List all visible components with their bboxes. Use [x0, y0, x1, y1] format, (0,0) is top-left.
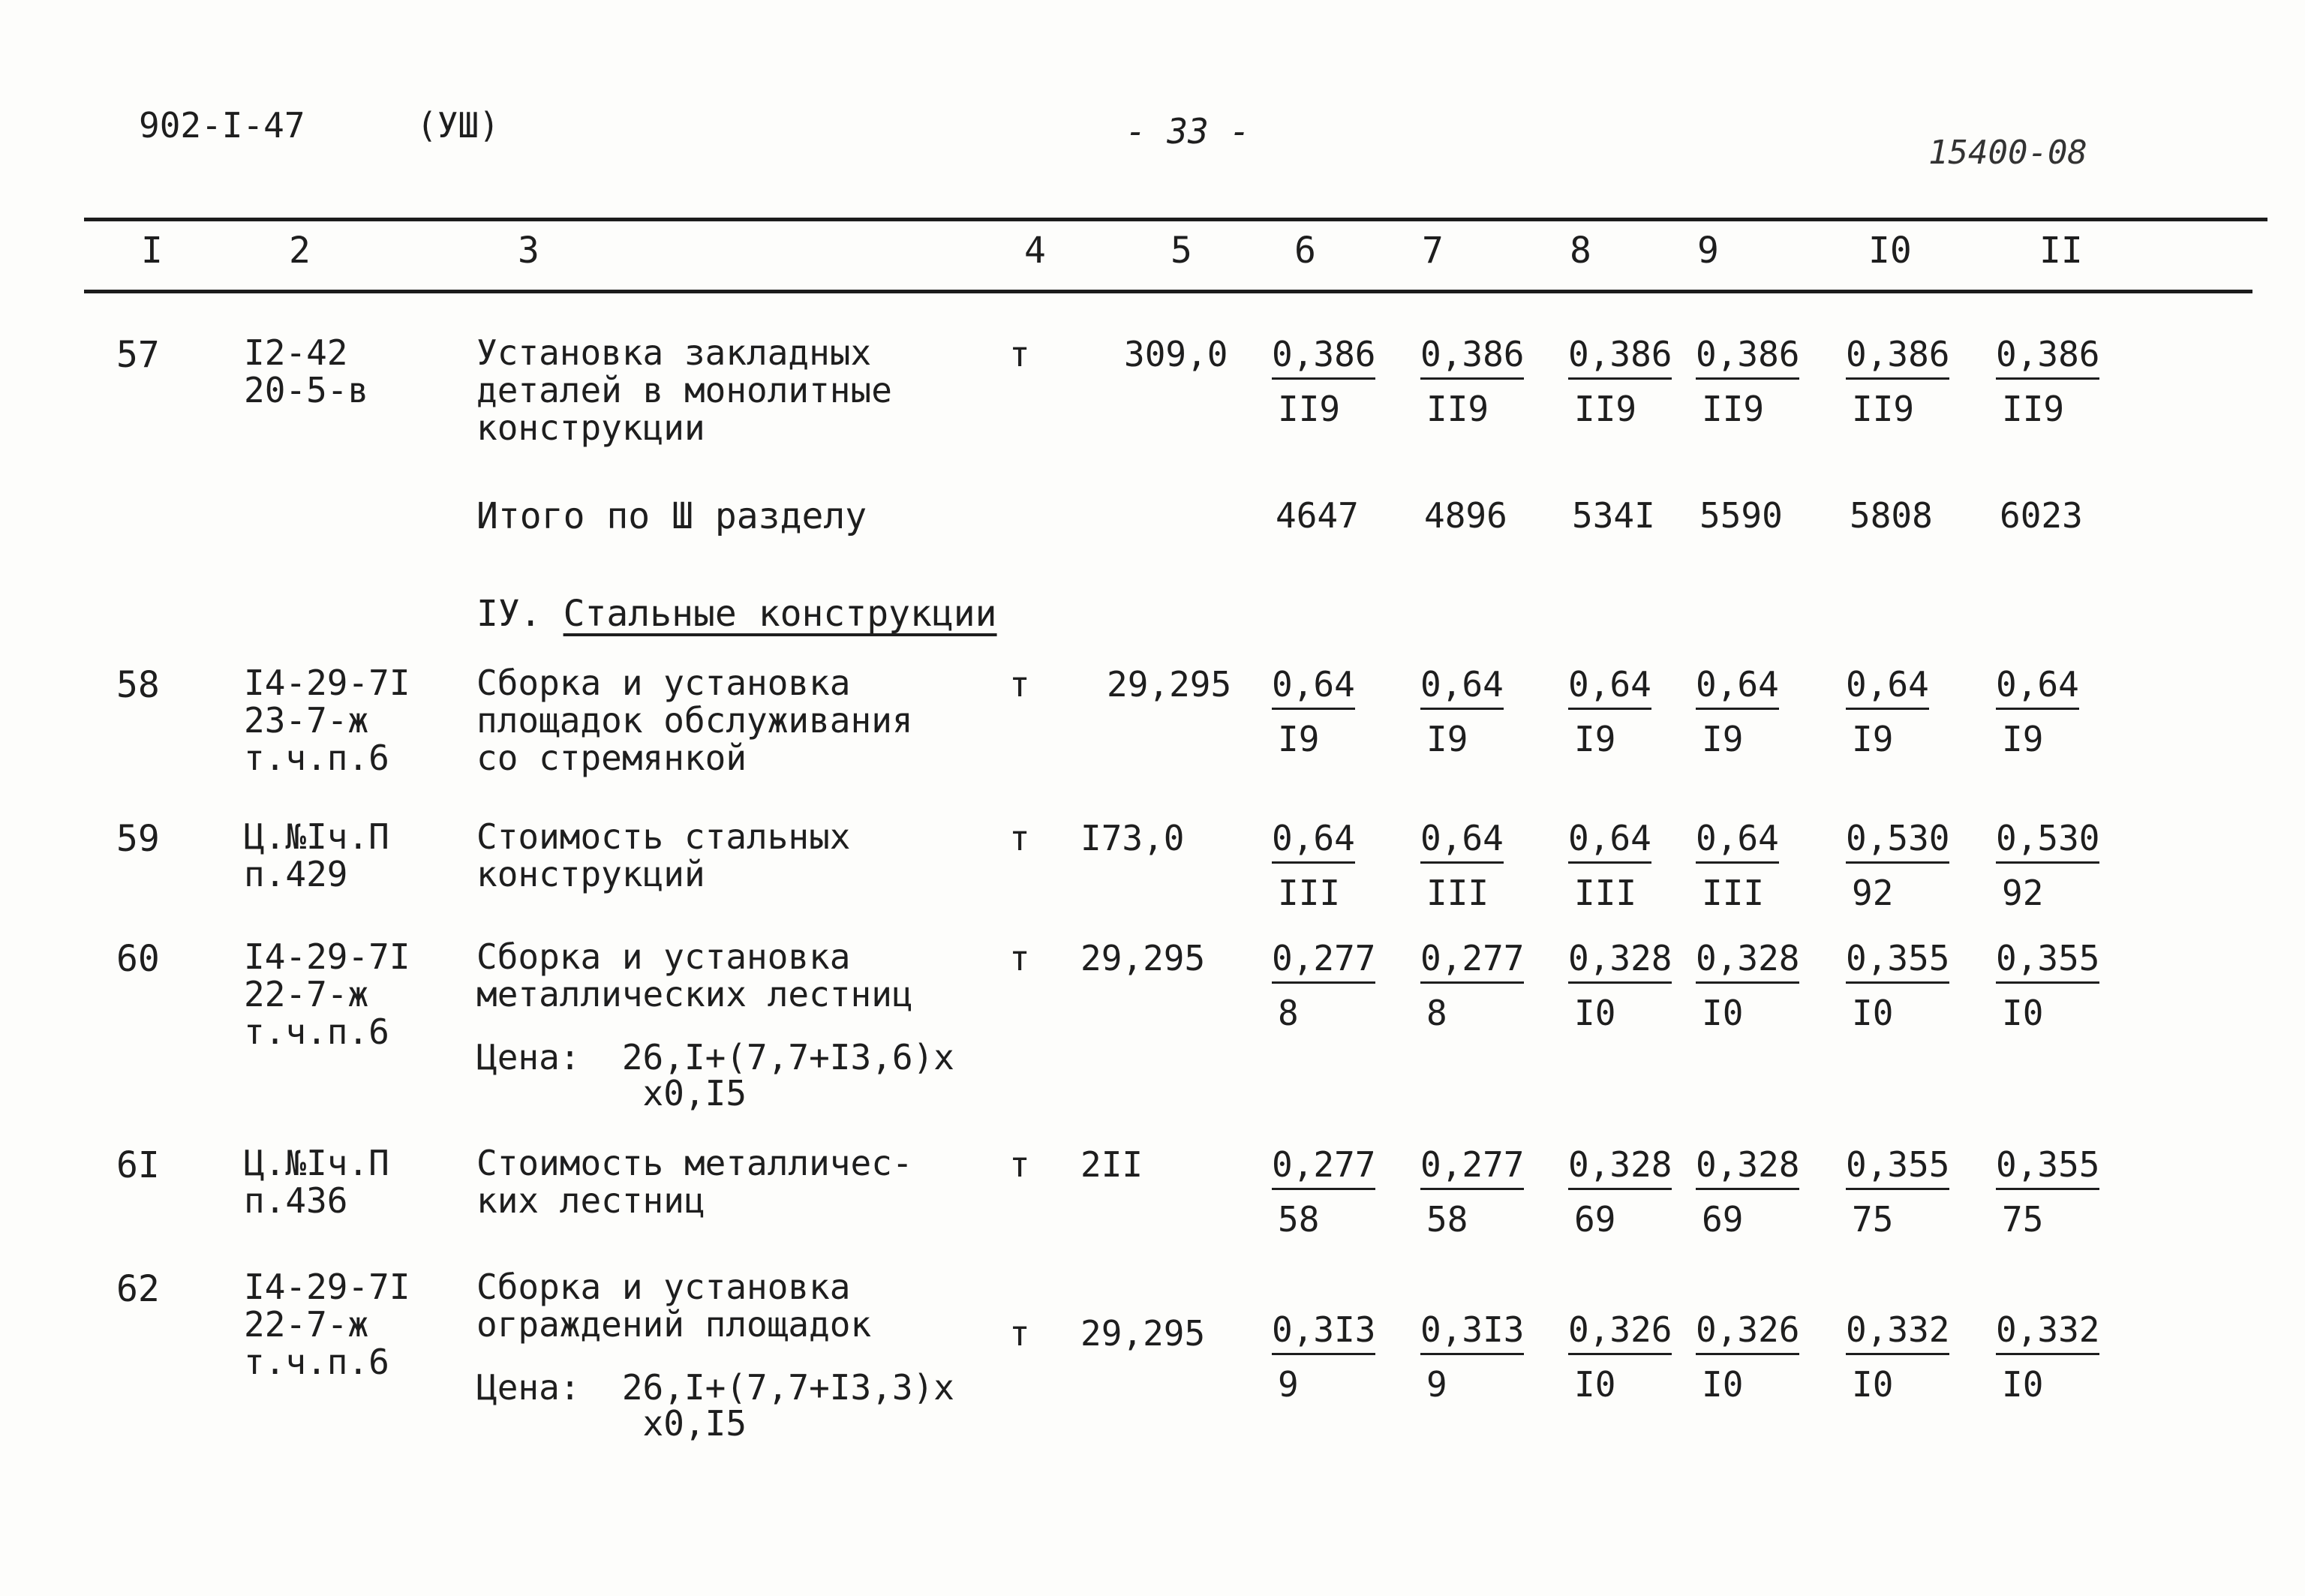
price-formula: Цена: 26,I+(7,7+I3,6)x x0,I5	[476, 1037, 954, 1114]
rate-denominator: I0	[1702, 993, 1744, 1033]
rate-value	[1696, 818, 1779, 913]
rate-value	[1696, 664, 1779, 759]
rate-value	[1568, 334, 1672, 429]
quantity: 309,0	[1124, 334, 1228, 374]
rate-numerator: 0,386	[1272, 334, 1375, 380]
rate-numerator: 0,355	[1996, 938, 2099, 984]
rate-value	[1272, 334, 1375, 429]
rate-denominator: 58	[1278, 1199, 1320, 1240]
rate-denominator: I9	[1574, 719, 1616, 759]
rate-value	[1420, 1309, 1524, 1405]
rate-value	[1996, 1144, 2099, 1240]
rate-value	[1272, 818, 1355, 913]
norm-reference: Ц.№Iч.П п.436	[244, 1143, 389, 1221]
rate-denominator: II9	[1702, 389, 1765, 429]
column-header: 6	[1294, 230, 1316, 272]
rate-denominator: I9	[2002, 719, 2044, 759]
rate-numerator: 0,326	[1696, 1309, 1799, 1355]
rate-numerator: 0,64	[1846, 664, 1929, 710]
column-header: 2	[289, 230, 311, 272]
rate-value	[1996, 664, 2079, 759]
rate-denominator: I9	[1702, 719, 1744, 759]
rate-denominator: 75	[1852, 1199, 1894, 1240]
rate-denominator: I0	[2002, 993, 2044, 1033]
rate-numerator: 0,64	[1420, 664, 1504, 710]
item-number: 58	[116, 664, 160, 706]
rate-denominator: I9	[1426, 719, 1468, 759]
work-description: Стоимость металличес- ких лестниц	[476, 1143, 913, 1221]
quantity: I73,0	[1080, 818, 1185, 858]
rate-value	[1272, 1309, 1375, 1405]
rate-numerator: 0,64	[1696, 664, 1779, 710]
rate-value	[1846, 938, 1949, 1033]
rate-numerator: 0,386	[1846, 334, 1949, 380]
column-header: II	[2039, 230, 2083, 272]
rate-numerator: 0,64	[1568, 664, 1651, 710]
table-top-rule	[84, 218, 2267, 221]
rate-denominator: 8	[1426, 993, 1447, 1033]
rate-numerator: 0,64	[1272, 664, 1355, 710]
rate-denominator: I0	[2002, 1364, 2044, 1405]
rate-denominator: I0	[1702, 1364, 1744, 1405]
column-header: I	[141, 230, 163, 272]
item-number: 6I	[116, 1144, 160, 1186]
rate-denominator: 92	[2002, 873, 2044, 913]
rate-denominator: III	[1278, 873, 1341, 913]
rate-denominator: 69	[1574, 1199, 1616, 1240]
rate-value	[1272, 1144, 1375, 1240]
rate-denominator: II9	[2002, 389, 2065, 429]
rate-value	[1846, 818, 1949, 913]
rate-value	[1420, 1144, 1524, 1240]
rate-value	[1272, 664, 1355, 759]
table-header-rule	[84, 290, 2252, 293]
unit: т	[1009, 664, 1030, 705]
column-header: 7	[1422, 230, 1444, 272]
rate-value	[1568, 1144, 1672, 1240]
column-header: I0	[1868, 230, 1912, 272]
rate-denominator: II9	[1574, 389, 1637, 429]
rate-numerator: 0,328	[1568, 938, 1672, 984]
work-description: Установка закладных деталей в монолитные конструкции	[476, 332, 892, 448]
column-header: 8	[1570, 230, 1591, 272]
rate-numerator: 0,277	[1272, 1144, 1375, 1190]
quantity: 29,295	[1080, 938, 1206, 978]
norm-reference: I4-29-7I 23-7-ж т.ч.п.6	[244, 663, 410, 778]
rate-numerator: 0,386	[1696, 334, 1799, 380]
archive-stamp: 15400-08	[1928, 134, 2087, 172]
rate-denominator: 58	[1426, 1199, 1468, 1240]
rate-value	[1996, 334, 2099, 429]
rate-numerator: 0,355	[1846, 1144, 1949, 1190]
norm-reference: I4-29-7I 22-7-ж т.ч.п.6	[244, 936, 410, 1052]
rate-denominator: 92	[1852, 873, 1894, 913]
rate-numerator: 0,332	[1996, 1309, 2099, 1355]
rate-denominator: III	[1426, 873, 1489, 913]
rate-numerator: 0,328	[1696, 938, 1799, 984]
rate-numerator: 0,328	[1568, 1144, 1672, 1190]
work-description: Стоимость стальных конструкций	[476, 816, 851, 894]
rate-numerator: 0,277	[1420, 938, 1524, 984]
unit: т	[1009, 938, 1030, 978]
rate-denominator: I9	[1278, 719, 1320, 759]
work-description: Сборка и установка площадок обслуживания со стремянкой	[476, 663, 913, 778]
rate-numerator: 0,386	[1568, 334, 1672, 380]
document-code: 902-I-47	[139, 105, 305, 146]
unit: т	[1009, 1144, 1030, 1185]
item-number: 62	[116, 1268, 160, 1310]
rate-value	[1846, 1309, 1949, 1405]
quantity: 29,295	[1080, 1313, 1206, 1354]
rate-numerator: 0,386	[1420, 334, 1524, 380]
rate-numerator: 0,64	[1696, 818, 1779, 864]
price-formula: Цена: 26,I+(7,7+I3,3)x x0,I5	[476, 1367, 954, 1444]
rate-numerator: 0,64	[1996, 664, 2079, 710]
unit: т	[1009, 334, 1030, 374]
rate-numerator: 0,277	[1420, 1144, 1524, 1190]
item-number: 60	[116, 938, 160, 980]
norm-reference: Ц.№Iч.П п.429	[244, 816, 389, 894]
rate-value	[1696, 334, 1799, 429]
rate-value	[1996, 818, 2099, 913]
rate-denominator: 9	[1426, 1364, 1447, 1405]
page-number: - 33 -	[1125, 111, 1251, 152]
rate-denominator: II9	[1852, 389, 1915, 429]
section-total-label: Итого по Ш разделу	[476, 495, 867, 537]
rate-denominator: 69	[1702, 1199, 1744, 1240]
rate-numerator: 0,530	[1846, 818, 1949, 864]
rate-numerator: 0,64	[1420, 818, 1504, 864]
total-value: 5808	[1850, 495, 1933, 536]
rate-numerator: 0,328	[1696, 1144, 1799, 1190]
section-heading	[476, 593, 997, 635]
rate-denominator: I0	[1574, 993, 1616, 1033]
rate-value	[1568, 938, 1672, 1033]
rate-denominator: I0	[1852, 1364, 1894, 1405]
rate-value	[1846, 1144, 1949, 1240]
rate-numerator: 0,277	[1272, 938, 1375, 984]
rate-value	[1846, 664, 1929, 759]
rate-denominator: II9	[1426, 389, 1489, 429]
column-header: 4	[1024, 230, 1046, 272]
quantity: 29,295	[1107, 664, 1232, 705]
total-value: 534I	[1572, 495, 1655, 536]
rate-denominator: II9	[1278, 389, 1341, 429]
rate-value	[1568, 818, 1651, 913]
rate-denominator: III	[1574, 873, 1637, 913]
rate-numerator: 0,386	[1996, 334, 2099, 380]
column-header: 5	[1171, 230, 1192, 272]
rate-denominator: I9	[1852, 719, 1894, 759]
column-header: 9	[1697, 230, 1719, 272]
rate-value	[1696, 938, 1799, 1033]
rate-value	[1420, 818, 1504, 913]
rate-denominator: 9	[1278, 1364, 1299, 1405]
rate-numerator: 0,3I3	[1272, 1309, 1375, 1355]
rate-value	[1568, 664, 1651, 759]
unit: т	[1009, 1313, 1030, 1354]
section-title: Стальные конструкции	[563, 593, 997, 635]
rate-numerator: 0,64	[1272, 818, 1355, 864]
work-description: Сборка и установка металлических лестниц	[476, 936, 913, 1014]
rate-numerator: 0,332	[1846, 1309, 1949, 1355]
rate-denominator: 8	[1278, 993, 1299, 1033]
rate-value	[1568, 1309, 1672, 1405]
document-part: (УШ)	[416, 105, 500, 146]
column-header: 3	[518, 230, 539, 272]
rate-numerator: 0,530	[1996, 818, 2099, 864]
item-number: 59	[116, 818, 160, 860]
rate-value	[1696, 1144, 1799, 1240]
work-description: Сборка и установка ограждений площадок	[476, 1267, 872, 1345]
quantity: 2II	[1080, 1144, 1143, 1185]
rate-numerator: 0,355	[1846, 938, 1949, 984]
total-value: 5590	[1699, 495, 1783, 536]
rate-numerator: 0,355	[1996, 1144, 2099, 1190]
rate-denominator: I0	[1574, 1364, 1616, 1405]
rate-denominator: III	[1702, 873, 1765, 913]
unit: т	[1009, 818, 1030, 858]
rate-value	[1996, 938, 2099, 1033]
rate-value	[1420, 938, 1524, 1033]
rate-value	[1846, 334, 1949, 429]
total-value: 6023	[2000, 495, 2083, 536]
item-number: 57	[116, 334, 160, 376]
rate-denominator: I0	[1852, 993, 1894, 1033]
section-number: IУ.	[476, 593, 542, 635]
rate-value	[1420, 664, 1504, 759]
rate-denominator: 75	[2002, 1199, 2044, 1240]
norm-reference: I4-29-7I 22-7-ж т.ч.п.6	[244, 1267, 410, 1382]
rate-numerator: 0,326	[1568, 1309, 1672, 1355]
total-value: 4647	[1276, 495, 1359, 536]
rate-value	[1996, 1309, 2099, 1405]
rate-numerator: 0,3I3	[1420, 1309, 1524, 1355]
rate-value	[1272, 938, 1375, 1033]
rate-numerator: 0,64	[1568, 818, 1651, 864]
norm-reference: I2-42 20-5-в	[244, 332, 369, 410]
total-value: 4896	[1424, 495, 1507, 536]
rate-value	[1420, 334, 1524, 429]
rate-value	[1696, 1309, 1799, 1405]
